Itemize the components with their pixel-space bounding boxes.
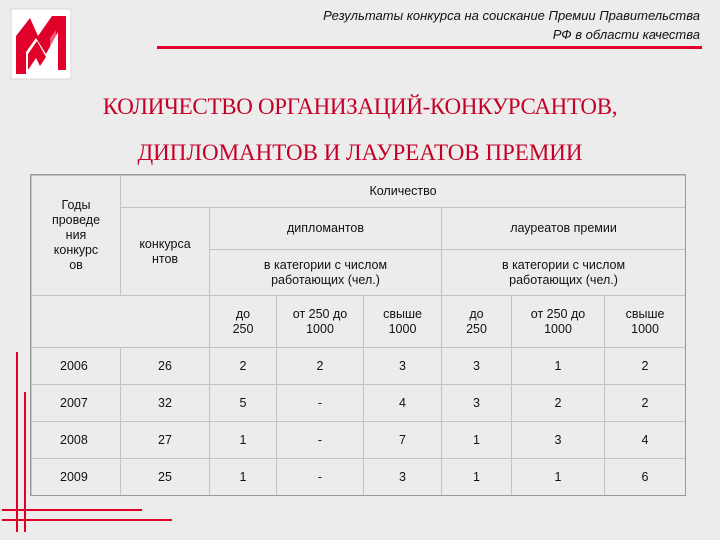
value-cell: 1 — [442, 422, 512, 459]
value-cell: 1 — [512, 459, 605, 496]
size-header-line: 1000 — [306, 321, 334, 336]
value-cell: 1 — [210, 459, 277, 496]
value-cell: 1 — [442, 459, 512, 496]
diplomants-category-header — [210, 250, 442, 296]
contestants-header — [121, 208, 210, 296]
size-header-line: от 250 до — [292, 306, 348, 321]
laureates-category-header — [442, 250, 686, 296]
size-header-laur-medium — [512, 296, 605, 348]
contestants-cell: 26 — [121, 348, 210, 385]
category-header-line: в категории с числом — [501, 257, 626, 272]
contestants-cell: 25 — [121, 459, 210, 496]
table-row — [32, 422, 686, 459]
results-table — [31, 175, 686, 496]
year-cell: 2006 — [32, 348, 121, 385]
size-header-line: до — [469, 306, 484, 321]
logo — [10, 8, 72, 80]
years-header-line: Годы — [61, 198, 91, 212]
value-cell: 2 — [512, 385, 605, 422]
header-divider — [157, 46, 702, 49]
contestants-header-line: нтов — [151, 251, 179, 266]
size-header-dipl-large — [364, 296, 442, 348]
size-header-laur-large — [605, 296, 686, 348]
value-cell: 4 — [364, 385, 442, 422]
value-cell: 1 — [210, 422, 277, 459]
contestants-header-line: конкурса — [139, 236, 191, 251]
years-header-line: конкурс — [53, 243, 99, 257]
value-cell: 3 — [512, 422, 605, 459]
table-row — [32, 348, 686, 385]
years-header-line: ния — [65, 228, 87, 242]
size-header-line: 250 — [466, 321, 487, 336]
value-cell: 2 — [277, 348, 364, 385]
blank-header-cell — [32, 296, 210, 348]
value-cell: 7 — [364, 422, 442, 459]
value-cell: - — [277, 385, 364, 422]
logo-m-mark-icon — [10, 8, 72, 80]
header-caption-line2: РФ в области качества — [552, 27, 700, 42]
page-title-line1: КОЛИЧЕСТВО ОРГАНИЗАЦИЙ-КОНКУРСАНТОВ, — [102, 94, 618, 119]
table-row — [32, 459, 686, 496]
header-caption — [180, 6, 700, 44]
size-header-line: свыше — [625, 306, 665, 321]
size-header-dipl-small — [210, 296, 277, 348]
years-header-line: ов — [69, 258, 83, 272]
size-header-line: 250 — [232, 321, 254, 336]
size-header-line: свыше — [383, 306, 422, 321]
year-cell: 2009 — [32, 459, 121, 496]
contestants-cell: 32 — [121, 385, 210, 422]
size-header-line: 1000 — [631, 321, 659, 336]
value-cell: 3 — [442, 348, 512, 385]
category-header-line: в категории с числом — [263, 257, 388, 272]
value-cell: 6 — [605, 459, 686, 496]
category-header-line: работающих (чел.) — [509, 272, 618, 287]
size-header-dipl-medium — [277, 296, 364, 348]
value-cell: 3 — [364, 459, 442, 496]
year-cell: 2007 — [32, 385, 121, 422]
years-header-line: проведе — [51, 213, 101, 227]
value-cell: 2 — [605, 348, 686, 385]
value-cell: 1 — [512, 348, 605, 385]
size-header-line: 1000 — [544, 321, 572, 336]
quantity-header: Количество — [121, 176, 686, 208]
decor-line-horizontal-1 — [2, 509, 142, 511]
value-cell: 2 — [210, 348, 277, 385]
value-cell: - — [277, 459, 364, 496]
size-header-line: до — [235, 306, 251, 321]
size-header-line: 1000 — [388, 321, 417, 336]
decor-line-horizontal-2 — [2, 519, 172, 521]
size-header-line: от 250 до — [530, 306, 586, 321]
decor-line-vertical-2 — [24, 392, 26, 532]
table-row — [32, 385, 686, 422]
value-cell: 5 — [210, 385, 277, 422]
value-cell: 3 — [442, 385, 512, 422]
contestants-cell: 27 — [121, 422, 210, 459]
years-header — [32, 176, 121, 296]
size-header-laur-small — [442, 296, 512, 348]
header-caption-line1: Результаты конкурса на соискание Премии Правительства — [323, 8, 700, 23]
value-cell: 2 — [605, 385, 686, 422]
year-cell: 2008 — [32, 422, 121, 459]
page-title-line2: ДИПЛОМАНТОВ И ЛАУРЕАТОВ ПРЕМИИ — [137, 140, 583, 165]
value-cell: 3 — [364, 348, 442, 385]
value-cell: 4 — [605, 422, 686, 459]
decor-line-vertical-1 — [16, 352, 18, 532]
category-header-line: работающих (чел.) — [271, 272, 380, 287]
laureates-header: лауреатов премии — [442, 208, 686, 250]
value-cell: - — [277, 422, 364, 459]
diplomants-header: дипломантов — [210, 208, 442, 250]
